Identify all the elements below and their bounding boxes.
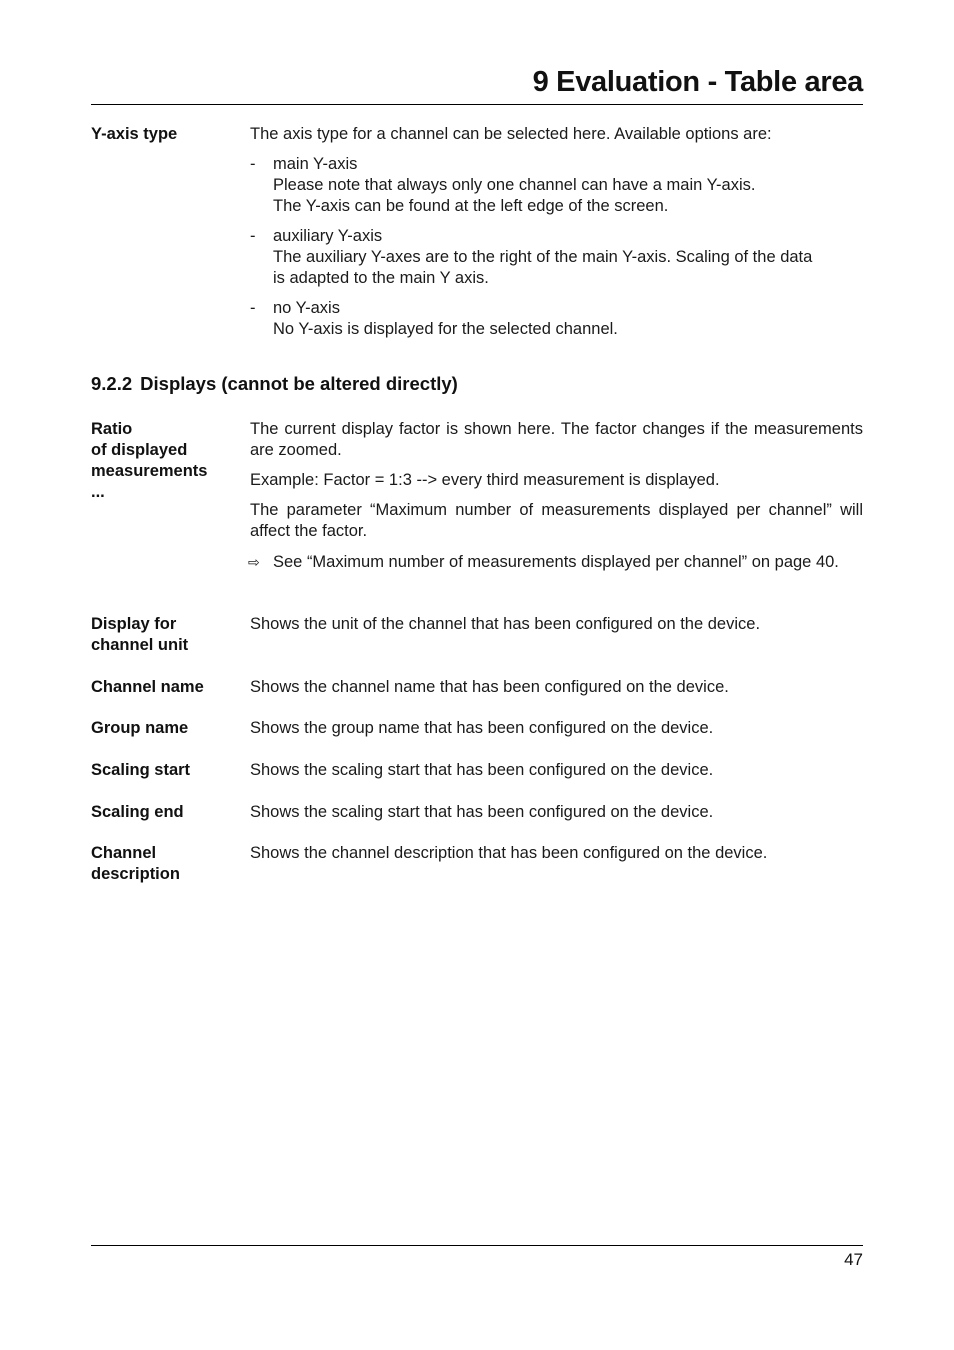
group-name-text: Shows the group name that has been configured on the device.	[250, 719, 714, 737]
channel-name-label: Channel name	[91, 678, 204, 696]
ratio-label-line: of displayed	[91, 441, 188, 459]
yaxis-type-label: Y-axis type	[91, 125, 178, 143]
label-line: Display for	[91, 615, 177, 633]
list-dash: -	[250, 227, 256, 245]
group-name-label: Group name	[91, 719, 189, 737]
option-main-yaxis-desc: The Y-axis can be found at the left edge of the screen.	[273, 197, 669, 215]
channel-name-text: Shows the channel name that has been configured on the device.	[250, 678, 729, 696]
ratio-label-line: ...	[91, 483, 105, 501]
scaling-start-text: Shows the scaling start that has been configured on the device.	[250, 761, 714, 779]
section-number: 9.2.2	[91, 373, 133, 394]
footer-divider	[91, 1245, 863, 1246]
list-dash: -	[250, 299, 256, 317]
option-no-yaxis-title: no Y-axis	[273, 299, 340, 317]
option-main-yaxis-title: main Y-axis	[273, 155, 358, 173]
ratio-label-line: measurements	[91, 462, 208, 480]
display-channel-unit-text: Shows the unit of the channel that has been configured on the device.	[250, 615, 761, 633]
option-no-yaxis-desc: No Y-axis is displayed for the selected channel.	[273, 320, 618, 338]
page-header	[91, 62, 863, 105]
option-main-yaxis-desc: Please note that always only one channel can have a main Y-axis.	[273, 176, 756, 194]
cross-reference-link[interactable]: See “Maximum number of measurements displayed per channel” on page 40.	[273, 553, 839, 571]
yaxis-intro-text: The axis type for a channel can be selected here. Available options are:	[250, 125, 772, 143]
ratio-paragraph-1: The current display factor is shown here. The factor changes if the measurements are zoomed.	[250, 420, 863, 459]
label-line: description	[91, 865, 180, 883]
channel-description-text: Shows the channel description that has been configured on the device.	[250, 844, 768, 862]
page-number: 47	[844, 1250, 863, 1269]
list-dash: -	[250, 155, 256, 173]
ratio-label	[91, 419, 241, 503]
option-auxiliary-yaxis-desc: The auxiliary Y-axes are to the right of the main Y-axis. Scaling of the data	[273, 248, 813, 266]
label-line: Channel	[91, 844, 157, 862]
scaling-end-label: Scaling end	[91, 803, 184, 821]
cross-reference-arrow-icon: ⇨	[248, 554, 260, 570]
section-title: Displays (cannot be altered directly)	[140, 373, 458, 394]
ratio-paragraph-2: Example: Factor = 1:3 --> every third measurement is displayed.	[250, 471, 720, 489]
label-line: channel unit	[91, 636, 189, 654]
option-auxiliary-yaxis-title: auxiliary Y-axis	[273, 227, 383, 245]
scaling-end-text: Shows the scaling start that has been configured on the device.	[250, 803, 714, 821]
ratio-paragraph-3: The parameter “Maximum number of measurements displayed per channel” will affect the factor.	[250, 501, 863, 540]
chapter-title: 9 Evaluation - Table area	[532, 66, 863, 98]
section-heading	[91, 373, 458, 395]
scaling-start-label: Scaling start	[91, 761, 191, 779]
channel-description-label	[91, 843, 241, 885]
option-auxiliary-yaxis-desc: is adapted to the main Y axis.	[273, 269, 489, 287]
ratio-label-line: Ratio	[91, 420, 133, 438]
display-channel-unit-label	[91, 614, 241, 656]
